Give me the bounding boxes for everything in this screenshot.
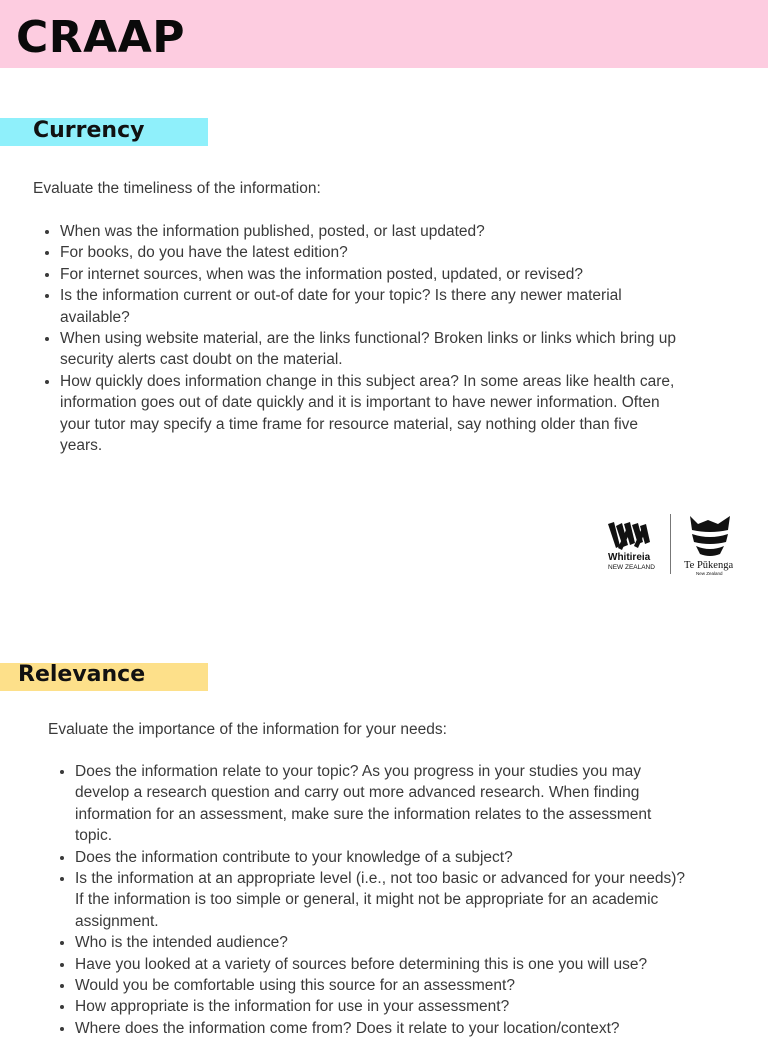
whitireia-logo-text: Whitireia [608,552,651,563]
list-item: • Who is the intended audience? [75,932,687,953]
relevance-heading: Relevance [18,662,146,687]
list-item: • Where does the information come from? Does it relate to your location/context? [75,1018,687,1039]
tepukenga-logo-text: Te Pūkenga [684,560,734,571]
currency-intro: Evaluate the timeliness of the information: [33,180,321,197]
list-item: • When was the information published, posted, or last updated? [60,221,682,242]
te-pukenga-logo-icon [690,516,730,556]
list-item: • When using website material, are the links functional? Broken links or links which bring up security alerts cast doubt on the material. [60,328,682,371]
list-item: • Does the information contribute to your knowledge of a subject? [75,847,687,868]
list-item: • For internet sources, when was the information posted, updated, or revised? [60,264,682,285]
list-item: • Is the information at an appropriate level (i.e., not too basic or advanced for your needs)? If the information is too simple or general, it might not be appropriate for an academic assignment. [75,868,687,932]
list-item: • Is the information current or out-of date for your topic? Is there any newer material available? [60,285,682,328]
page-title: CRAAP [16,12,186,63]
currency-heading: Currency [33,118,145,143]
list-item: • For books, do you have the latest edition? [60,242,682,263]
relevance-intro: Evaluate the importance of the information for your needs: [48,721,447,738]
list-item: • How quickly does information change in this subject area? In some areas like health care, information goes out of date quickly and it is important to have newer information. Often your tutor may specify a time frame for resource material, say nothing older than five years. [60,371,682,457]
relevance-list [49,761,687,1039]
list-item: • Does the information relate to your topic? As you progress in your studies you may develop a research question and carry out more advanced research. When finding information for an assessment, make sure the information relates to the assessment topic. [75,761,687,847]
list-item: • Have you looked at a variety of sources before determining this is one you will use? [75,954,687,975]
currency-list [34,221,682,456]
whitireia-logo-icon [604,512,744,578]
institution-logos [604,512,744,578]
list-item: • Would you be comfortable using this source for an assessment? [75,975,687,996]
tepukenga-logo-subtext: New Zealand [696,571,723,576]
logo-divider [670,514,671,574]
whitireia-logo-subtext: NEW ZEALAND [608,564,655,571]
list-item: • How appropriate is the information for use in your assessment? [75,996,687,1017]
